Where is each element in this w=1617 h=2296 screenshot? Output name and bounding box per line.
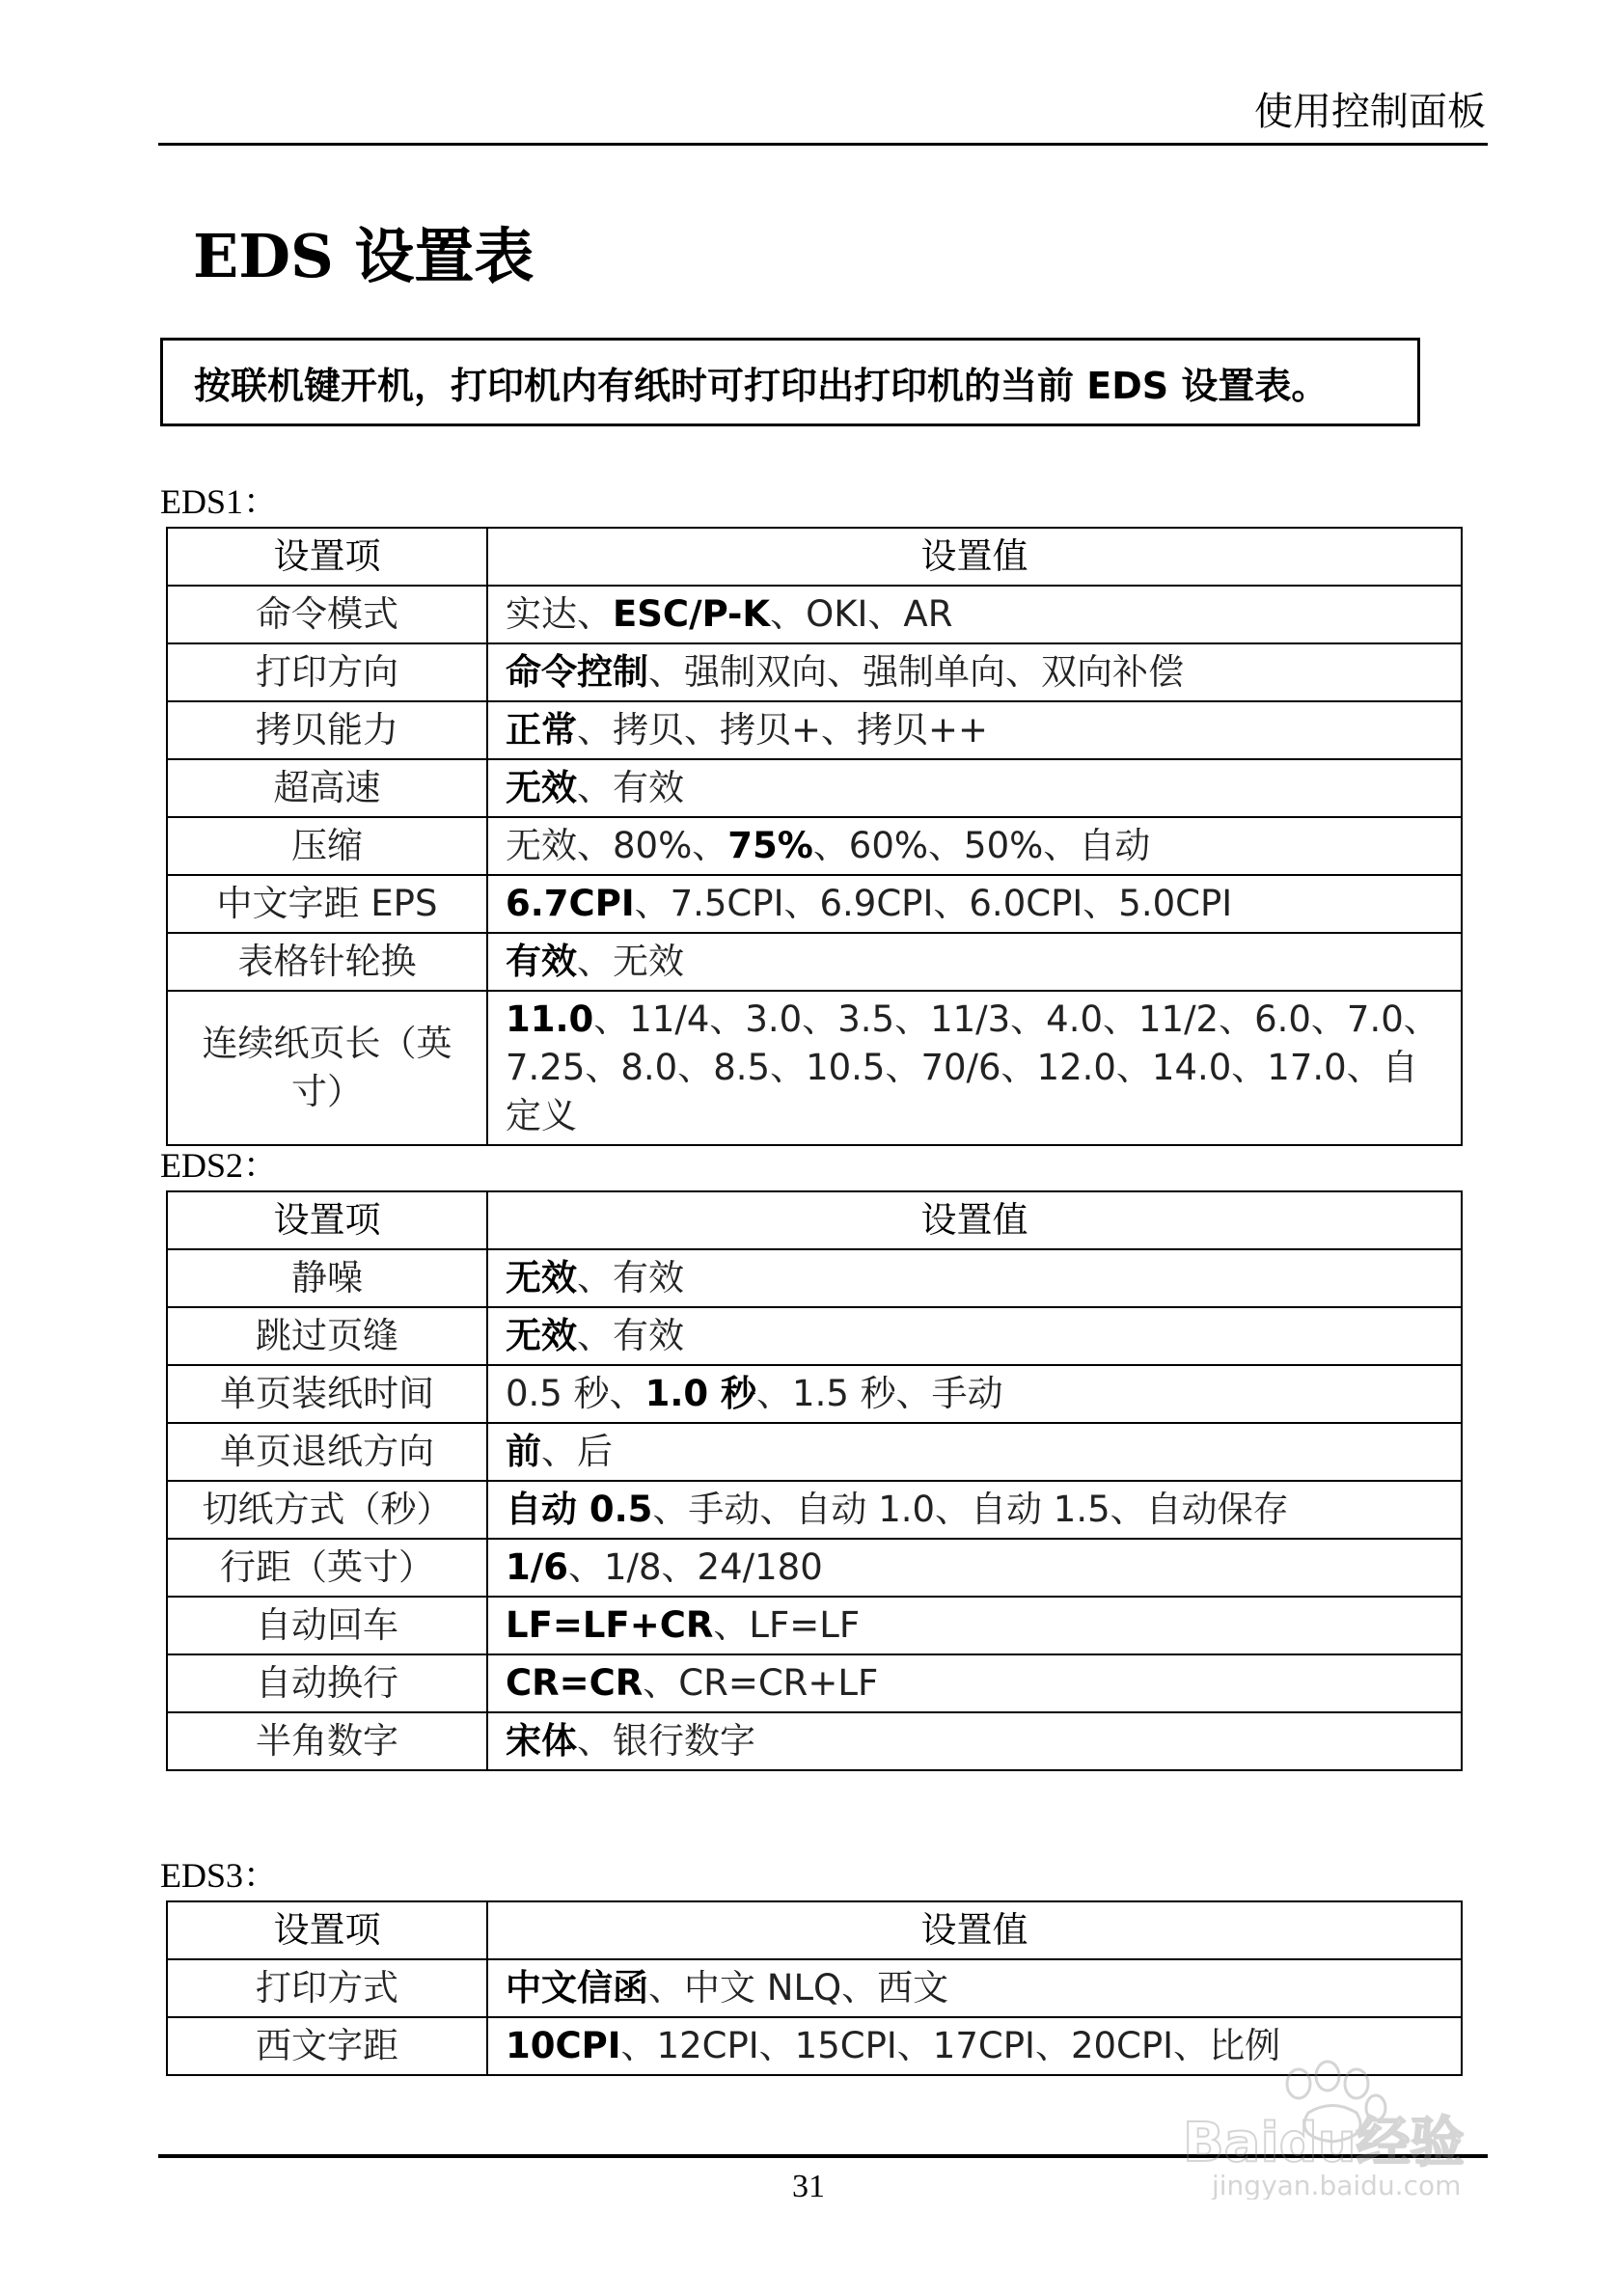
table-row [167, 1365, 1462, 1423]
setting-value [487, 875, 1462, 933]
table-row [167, 1481, 1462, 1539]
option-text: 无效、80%、 [506, 825, 728, 866]
watermark-text: Baidu经验 [1183, 2112, 1465, 2174]
option-text: 、强制双向、强制单向、双向补偿 [648, 651, 1184, 693]
setting-item: 行距（英寸） [167, 1539, 487, 1597]
table-header-row [167, 1901, 1462, 1959]
setting-item: 跳过页缝 [167, 1307, 487, 1365]
table-header-row [167, 1191, 1462, 1249]
baidu-paw-icon [1173, 2055, 1521, 2200]
option-text: 实达、 [506, 593, 613, 635]
default-value: 1/6 [506, 1546, 569, 1588]
setting-item: 切纸方式（秒） [167, 1481, 487, 1539]
setting-item: 中文字距 EPS [167, 875, 487, 933]
setting-item: 打印方向 [167, 643, 487, 701]
default-value: 无效 [506, 1257, 577, 1298]
default-value: 自动 0.5 [506, 1489, 653, 1530]
setting-item: 自动换行 [167, 1654, 487, 1712]
table-row [167, 875, 1462, 933]
default-value: 10CPI [506, 2025, 621, 2066]
setting-value [487, 1249, 1462, 1307]
option-text: 、手动、自动 1.0、自动 1.5、自动保存 [652, 1489, 1289, 1530]
table-row [167, 643, 1462, 701]
eds2-table [166, 1190, 1463, 1771]
default-value: 1.0 秒 [644, 1373, 757, 1414]
table-row [167, 1712, 1462, 1770]
option-text: 、7.5CPI、6.9CPI、6.0CPI、5.0CPI [634, 883, 1233, 924]
table-row [167, 759, 1462, 817]
default-value: 无效 [506, 1315, 577, 1356]
table-row [167, 933, 1462, 991]
setting-value [487, 643, 1462, 701]
setting-value [487, 701, 1462, 759]
setting-item: 连续纸页长（英寸） [167, 991, 487, 1145]
table-header-row [167, 528, 1462, 586]
option-text: 、60%、50%、自动 [812, 825, 1151, 866]
eds3-table [166, 1900, 1463, 2076]
default-value: 正常 [506, 709, 577, 751]
setting-item: 命令模式 [167, 586, 487, 643]
option-text: 、中文 NLQ、西文 [648, 1967, 949, 2009]
setting-value [487, 1712, 1462, 1770]
setting-value [487, 1307, 1462, 1365]
setting-item: 超高速 [167, 759, 487, 817]
setting-item: 西文字距 [167, 2017, 487, 2075]
option-text: 、1.5 秒、手动 [756, 1373, 1003, 1414]
table-row [167, 1539, 1462, 1597]
table-row [167, 1654, 1462, 1712]
column-header-value: 设置值 [487, 528, 1462, 586]
setting-value [487, 586, 1462, 643]
setting-item: 静噪 [167, 1249, 487, 1307]
setting-item: 单页退纸方向 [167, 1423, 487, 1481]
setting-value [487, 1481, 1462, 1539]
setting-value [487, 1654, 1462, 1712]
watermark-logo [1173, 2055, 1521, 2203]
default-value: 无效 [506, 767, 577, 808]
default-value: LF=LF+CR [506, 1604, 714, 1646]
option-text: 、CR=CR+LF [643, 1662, 879, 1704]
table-row [167, 701, 1462, 759]
table-row [167, 586, 1462, 643]
table-row [167, 1423, 1462, 1481]
note-box [160, 338, 1420, 426]
option-text: 、银行数字 [577, 1720, 755, 1762]
setting-value [487, 1423, 1462, 1481]
option-text: 、11/4、3.0、3.5、11/3、4.0、11/2、6.0、7.0、7.25、8.0、8.5、10.5、70/6、12.0、14.0、17.0、自定义 [506, 998, 1439, 1136]
option-text: 、LF=LF [713, 1604, 861, 1646]
column-header-item: 设置项 [167, 528, 487, 586]
note-text: 按联机键开机，打印机内有纸时可打印出打印机的当前 EDS 设置表。 [194, 364, 1329, 407]
default-value: 中文信函 [506, 1967, 648, 2009]
option-text: 、无效 [577, 941, 684, 982]
default-value: ESC/P-K [613, 593, 771, 635]
eds3-label: EDS3： [160, 1856, 279, 1895]
table-row [167, 991, 1462, 1145]
setting-value [487, 1365, 1462, 1423]
option-text: 、有效 [577, 1257, 684, 1298]
setting-item: 半角数字 [167, 1712, 487, 1770]
default-value: 前 [506, 1431, 541, 1472]
option-text: 、有效 [577, 1315, 684, 1356]
default-value: 11.0 [506, 998, 594, 1040]
option-text: 、有效 [577, 767, 684, 808]
page-title: EDS 设置表 [193, 221, 534, 291]
page-number: 31 [792, 2169, 825, 2204]
table-row [167, 1959, 1462, 2017]
column-header-value: 设置值 [487, 1901, 1462, 1959]
eds2-label: EDS2： [160, 1146, 279, 1185]
default-value: 75% [727, 825, 813, 866]
default-value: 宋体 [506, 1720, 577, 1762]
table-row [167, 1307, 1462, 1365]
setting-item: 拷贝能力 [167, 701, 487, 759]
default-value: 有效 [506, 941, 577, 982]
eds1-label: EDS1： [160, 482, 279, 521]
option-text: 、拷贝、拷贝+、拷贝++ [577, 709, 989, 751]
setting-item: 单页装纸时间 [167, 1365, 487, 1423]
default-value: 命令控制 [506, 651, 648, 693]
setting-item: 自动回车 [167, 1597, 487, 1654]
column-header-item: 设置项 [167, 1191, 487, 1249]
option-text: 、1/8、24/180 [568, 1546, 823, 1588]
header-rule [158, 143, 1488, 146]
setting-value [487, 817, 1462, 875]
setting-value [487, 1597, 1462, 1654]
setting-item: 压缩 [167, 817, 487, 875]
setting-item: 表格针轮换 [167, 933, 487, 991]
setting-value [487, 1539, 1462, 1597]
setting-value [487, 933, 1462, 991]
watermark-url: jingyan.baidu.com [1212, 2170, 1462, 2200]
eds1-table [166, 527, 1463, 1146]
table-row [167, 1249, 1462, 1307]
table-row [167, 1597, 1462, 1654]
setting-value [487, 1959, 1462, 2017]
header-title: 使用控制面板 [1254, 90, 1486, 134]
setting-value [487, 991, 1462, 1145]
column-header-item: 设置项 [167, 1901, 487, 1959]
table-row [167, 817, 1462, 875]
option-text: 0.5 秒、 [506, 1373, 645, 1414]
option-text: 、OKI、AR [770, 593, 953, 635]
setting-item: 打印方式 [167, 1959, 487, 2017]
setting-value [487, 759, 1462, 817]
column-header-value: 设置值 [487, 1191, 1462, 1249]
default-value: CR=CR [506, 1662, 644, 1704]
default-value: 6.7CPI [506, 883, 635, 924]
option-text: 、12CPI、15CPI、17CPI、20CPI、比例 [620, 2025, 1281, 2066]
option-text: 、后 [541, 1431, 613, 1472]
